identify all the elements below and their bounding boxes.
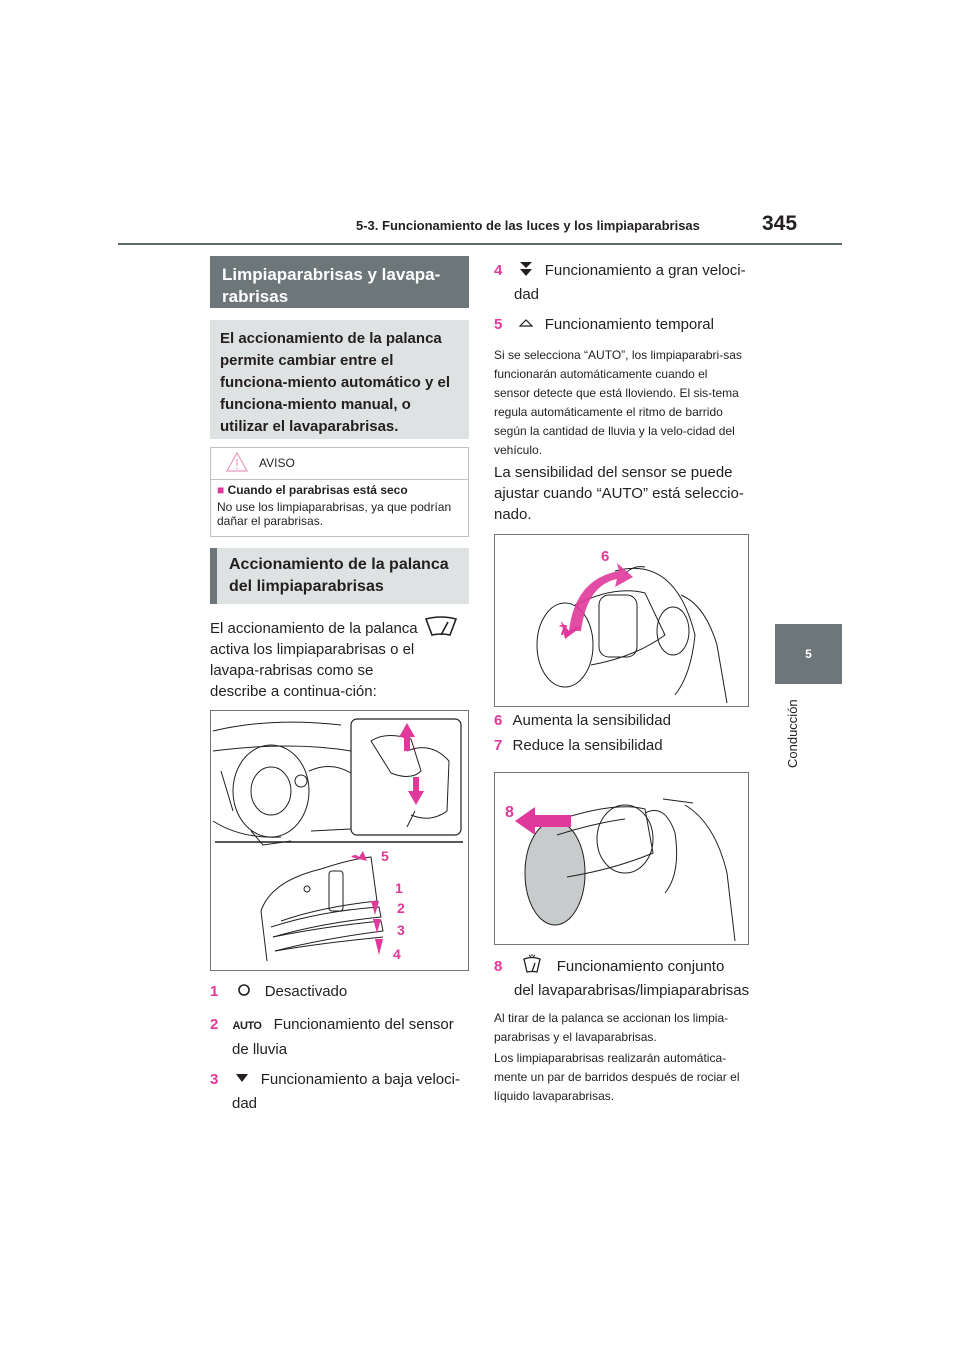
chapter-number: 5 [805, 647, 812, 661]
list-item-8 [494, 954, 764, 1003]
sensitivity-note: La sensibilidad del sensor se puede ajustar cuando “AUTO” está seleccio-nado. [494, 464, 744, 523]
section-heading-lever [210, 548, 469, 604]
item-text-1: Desactivado [264, 983, 348, 1000]
wiper-symbol-icon [423, 616, 459, 638]
auto-icon: AUTO [232, 1020, 262, 1032]
chapter-label-text: Conducción [785, 699, 800, 768]
item-number-2: 2 [210, 1016, 219, 1033]
list-item-7 [494, 734, 764, 758]
washer-illustration [495, 773, 748, 944]
washer-icon [521, 954, 543, 974]
off-circle-icon [237, 983, 251, 997]
item-text-6: Aumenta la sensibilidad [512, 712, 671, 729]
item-text-5: Funcionamiento temporal [544, 316, 714, 333]
item-number-7: 7 [494, 737, 503, 754]
auto-note: Si se selecciona “AUTO”, los limpiaparabri-sas funcionarán automáticamente cuando el sensor detecte que está lloviendo. El sis-tema regula automáticamente el ritmo de barrido según la cantidad de lluvia y la velo-cidad del vehículo. [494, 348, 742, 457]
item-text-2: Funcionamiento del sensor [273, 1016, 454, 1033]
up-caret-icon [519, 318, 533, 328]
chapter-tab[interactable] [775, 624, 842, 684]
fig1-label-5: 5 [381, 848, 389, 864]
list-item-6 [494, 709, 764, 733]
list-item-5 [494, 313, 764, 337]
header-rule [118, 243, 842, 245]
fig2-label-7: 7 [559, 622, 568, 639]
single-down-arrow-icon [235, 1073, 249, 1083]
lever-intro: El accionamiento de la palanca activa los limpiaparabrisas o el lavapa-rabrisas como se describe a continua-ción: [210, 620, 418, 700]
item-text-3: Funcionamiento a baja veloci- [260, 1071, 460, 1088]
item-text-4b: dad [514, 286, 540, 303]
warning-triangle-icon [225, 451, 249, 473]
item-number-1: 1 [210, 983, 219, 1000]
item-number-5: 5 [494, 316, 503, 333]
warning-label: AVISO [259, 456, 295, 470]
fig1-label-4: 4 [393, 946, 401, 962]
fig1-label-3: 3 [397, 922, 405, 938]
item-number-6: 6 [494, 712, 503, 729]
item-text-4: Funcionamiento a gran veloci- [544, 262, 746, 279]
item-number-4: 4 [494, 262, 503, 279]
item-text-8b: del lavaparabrisas/limpiaparabrisas [514, 982, 750, 999]
section-heading-lever-text: Accionamiento de la palanca del limpiaparabrisas [229, 556, 449, 595]
item-text-3b: dad [232, 1095, 258, 1112]
item-number-3: 3 [210, 1071, 219, 1088]
lead-paragraph: El accionamiento de la palanca permite cambiar entre el funciona-miento automático y el funciona-miento manual, o utilizar el lavaparabrisas. [210, 320, 469, 439]
warning-box [210, 447, 469, 537]
list-item-1 [210, 980, 470, 1004]
page-number: 345 [762, 212, 798, 235]
warning-body: No use los limpiaparabrisas, ya que podrían dañar el parabrisas. [217, 500, 452, 528]
washer-note-2: Los limpiaparabrisas realizarán automática-mente un par de barridos después de rociar el líquido lavaparabrisas. [494, 1051, 740, 1103]
chapter-label [786, 690, 802, 770]
fig1-label-1: 1 [395, 880, 403, 896]
item-text-7: Reduce la sensibilidad [512, 737, 663, 754]
fig1-label-2: 2 [397, 900, 405, 916]
item-number-8: 8 [494, 958, 503, 975]
double-down-arrow-icon [519, 261, 533, 277]
washer-note-1: Al tirar de la palanca se accionan los limpia-parabrisas y el lavaparabrisas. [494, 1011, 729, 1044]
figure-washer [494, 772, 749, 945]
figure-sensitivity [494, 534, 749, 707]
lever-overview-illustration [211, 711, 468, 970]
list-item-2 [210, 1013, 470, 1062]
list-item-4 [494, 259, 764, 307]
running-header: 5-3. Funcionamiento de las luces y los limpiaparabrisas [356, 218, 700, 233]
warning-subtitle: ■ Cuando el parabrisas está seco [217, 483, 408, 497]
item-text-8: Funcionamiento conjunto [556, 958, 725, 975]
section-heading-wipers [210, 256, 469, 308]
fig3-label-8: 8 [505, 804, 514, 821]
fig2-label-6: 6 [601, 548, 610, 565]
warning-subtitle-text: Cuando el parabrisas está seco [227, 483, 408, 497]
sensitivity-illustration [495, 535, 748, 706]
warning-header [211, 448, 468, 480]
section-heading-wipers-text: Limpiaparabrisas y lavapa-rabrisas [222, 265, 441, 306]
figure-lever-overview [210, 710, 469, 971]
item-text-2b: de lluvia [232, 1041, 288, 1058]
list-item-3 [210, 1068, 470, 1116]
